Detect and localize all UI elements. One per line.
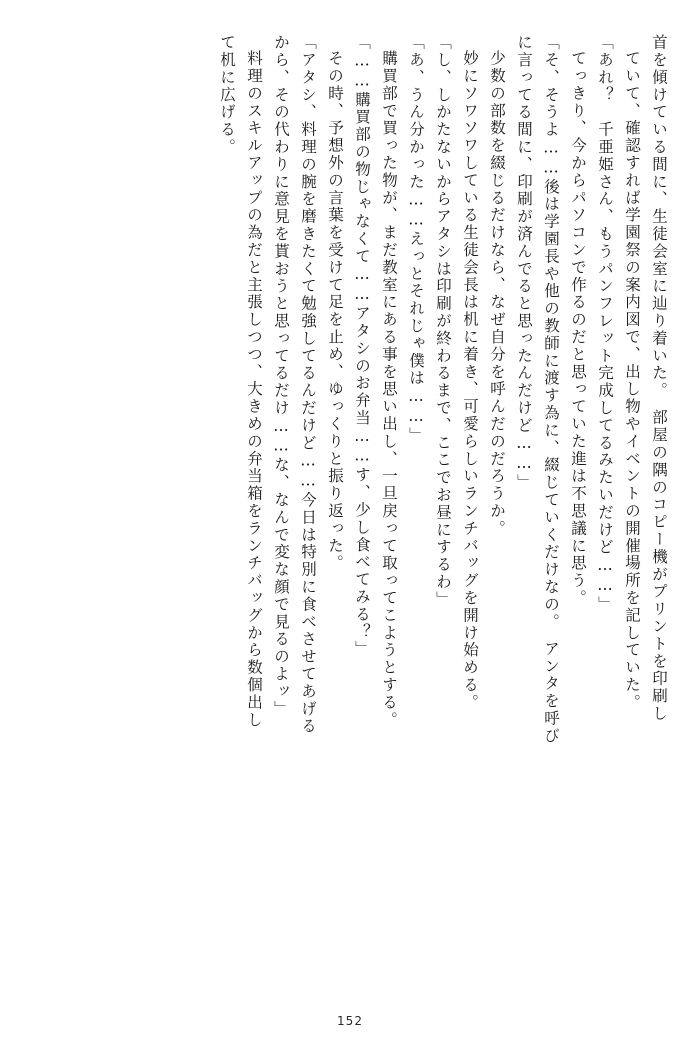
text-column: 料理のスキルアップの為だと主張しつつ、大きめの弁当箱をランチバッグから数個出し bbox=[245, 50, 263, 729]
text-column: その時、予想外の言葉を受けて足を止め、ゆっくりと振り返った。 bbox=[326, 50, 344, 572]
text-column: 妙にソワソワしている生徒会長は机に着き、可愛らしいランチバッグを開け始める。 bbox=[461, 50, 479, 712]
text-column: て机に広げる。 bbox=[218, 34, 236, 156]
vertical-text-block bbox=[30, 34, 666, 984]
text-column: から、その代わりに意見を貰おうと思ってるだけ……な、なんで変な顔で見るのよッ」 bbox=[272, 34, 290, 718]
text-column: 「し、しかたないからアタシは印刷が終わるまで、ここでお昼にするわ」 bbox=[434, 34, 452, 609]
text-column: 「アタシ、料理の腕を磨きたくて勉強してるんだけど……今日は特別に食べさせてあげる bbox=[299, 34, 317, 735]
text-column: ていて、確認すれば学園祭の案内図で、出し物やイベントの開催場所を記していた。 bbox=[623, 50, 641, 712]
text-column: に言ってる間に、印刷が済んでると思ったんだけど……」 bbox=[515, 34, 533, 492]
text-column: 少数の部数を綴じるだけなら、なぜ自分を呼んだのだろうか。 bbox=[488, 50, 506, 538]
text-column: 購買部で買った物が、まだ教室にある事を思い出し、一旦戻って取ってこようとする。 bbox=[380, 50, 398, 729]
text-column: 首を傾けている間に、生徒会室に辿り着いた。 部屋の隅のコピー機がプリントを印刷し bbox=[650, 34, 668, 723]
page-number: 152 bbox=[337, 1014, 363, 1028]
text-column: 「あ、うん分かった……えっとそれじゃ僕は……」 bbox=[407, 34, 425, 445]
text-column: 「……購買部の物じゃなくて……アタシのお弁当……す、少し食べてみる？」 bbox=[353, 34, 371, 658]
text-column: てっきり、今からパソコンで作るのだと思っていた進は不思議に思う。 bbox=[569, 50, 587, 607]
text-column: 「あれ？ 千亜姫さん、もうパンフレット完成してるみたいだけど……」 bbox=[596, 34, 614, 614]
text-column: 「そ、そうよ……後は学園長や他の教師に渡す為に、綴じていくだけなの。 アンタを呼び bbox=[542, 34, 560, 745]
